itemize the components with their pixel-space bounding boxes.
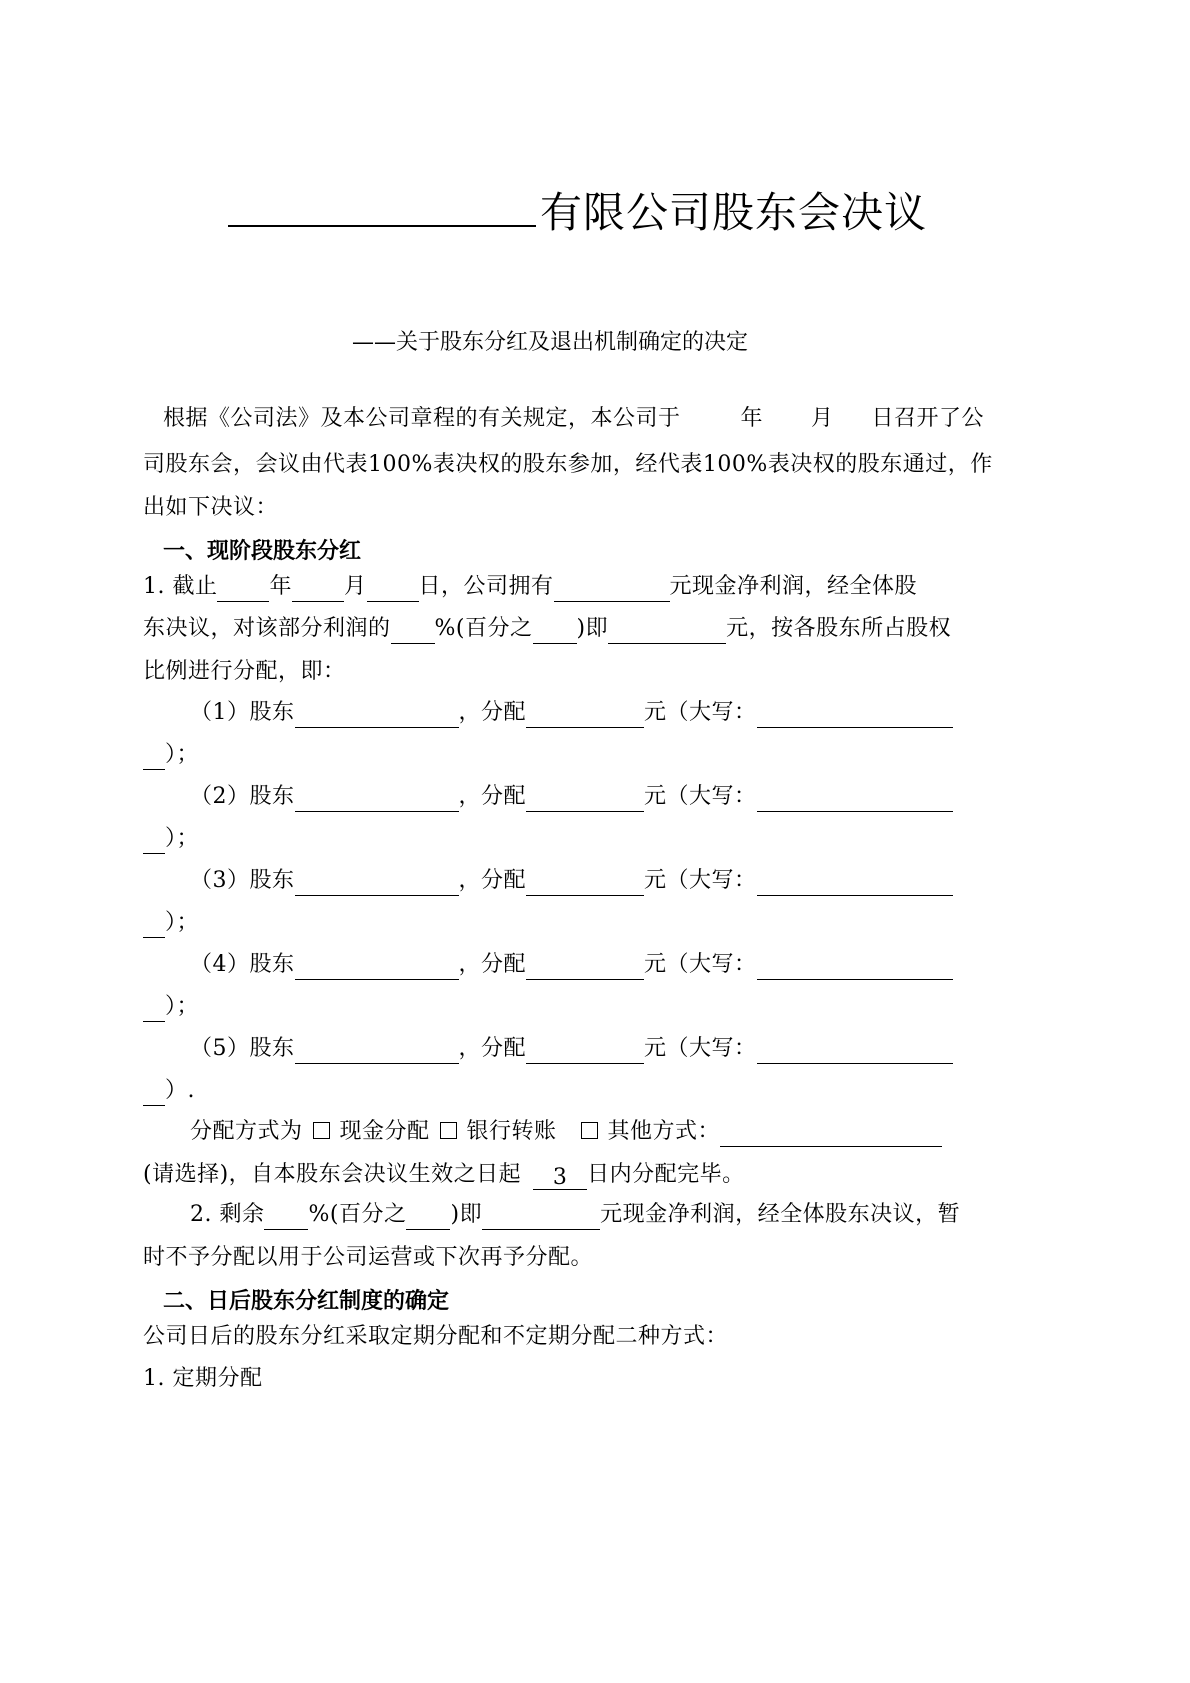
item2-a: 2. 剩余 [190,1202,265,1227]
other-method-checkbox[interactable] [581,1122,598,1139]
remaining-percent-words-blank[interactable] [406,1203,450,1230]
uppercase-amount-blank-cont[interactable] [143,1079,165,1106]
uppercase-amount-blank-cont[interactable] [143,911,165,938]
section-2-heading: 二、日后股东分红制度的确定 [163,1289,450,1314]
item1-l2b: %(百分之 [434,616,533,641]
distribute-amount-blank[interactable] [526,869,644,896]
shareholder-row [190,782,953,812]
company-name-blank[interactable] [228,189,536,227]
item-1-line-3: 比例进行分配，即： [143,659,346,684]
shareholder-row-end [143,824,199,854]
shareholder-label: （1）股东 [190,700,295,725]
cutoff-year-blank[interactable] [217,575,269,602]
item1-l2d: 元，按各股东所占股权 [726,616,952,641]
item1-l2a: 东决议，对该部分利润的 [143,616,391,641]
shareholder-row-end [143,908,199,938]
shareholder-end: ）； [165,742,200,767]
distribute-label: ，分配 [458,952,527,977]
item2-d: 元现金净利润，经全体股东决议，暂 [600,1202,961,1227]
distribute-label: ，分配 [458,700,527,725]
item2-c: )即 [450,1202,483,1227]
intro-line-1 [163,404,984,434]
remaining-percent-blank[interactable] [264,1203,308,1230]
shareholder-label: （2）股东 [190,784,295,809]
method-line2a: (请选择)，自本股东会决议生效之日起 [143,1162,522,1187]
section-2-item-1: 1. 定期分配 [143,1366,263,1391]
distribute-amount-blank[interactable] [526,1037,644,1064]
uppercase-amount-blank-cont[interactable] [143,995,165,1022]
remaining-amount-blank[interactable] [482,1203,600,1230]
item2-b: %(百分之 [308,1202,407,1227]
item1-after: 元现金净利润，经全体股 [669,574,918,599]
shareholder-end: ）. [165,1078,195,1103]
item1-l2c: )即 [576,616,609,641]
shareholder-name-blank[interactable] [295,701,459,728]
uppercase-label: 元（大写： [644,700,757,725]
shareholder-name-blank[interactable] [295,1037,459,1064]
bank-transfer-option-label: 银行转账 [466,1119,557,1144]
section-1-heading: 一、现阶段股东分红 [163,539,362,564]
intro-year: 年 [740,406,764,431]
uppercase-label: 元（大写： [644,1036,757,1061]
item-1-line-1 [143,572,917,602]
shareholder-row-end [143,992,199,1022]
uppercase-label: 元（大写： [644,784,757,809]
intro-line-2: 司股东会，会议由代表100%表决权的股东参加，经代表100%表决权的股东通过，作 [143,452,993,477]
intro-text: 根据《公司法》及本公司章程的有关规定，本公司于 [163,406,681,431]
item-2-line-1 [190,1200,960,1230]
shareholder-end: ）； [165,826,200,851]
method-line2b: 日内分配完毕。 [587,1162,745,1187]
title-text: 有限公司股东会决议 [540,188,928,237]
shareholder-label: （3）股东 [190,868,295,893]
shareholder-name-blank[interactable] [295,869,459,896]
uppercase-amount-blank[interactable] [757,869,953,896]
uppercase-amount-blank-cont[interactable] [143,827,165,854]
document-subtitle: ——关于股东分红及退出机制确定的决定 [352,330,749,355]
shareholder-end: ）； [165,994,200,1019]
document-title [228,180,927,240]
amount-blank[interactable] [608,617,726,644]
distribution-method-line [190,1117,942,1147]
percent-words-blank[interactable] [533,617,577,644]
distribution-days[interactable]: 3 [533,1163,587,1190]
shareholder-label: （4）股东 [190,952,295,977]
item-1-line-2 [143,614,951,644]
method-label: 分配方式为 [190,1119,303,1144]
other-method-blank[interactable] [720,1120,942,1147]
shareholder-end: ）； [165,910,200,935]
shareholder-row-end [143,1076,195,1106]
cutoff-day-blank[interactable] [367,575,419,602]
distribute-amount-blank[interactable] [526,953,644,980]
shareholder-row [190,698,953,728]
shareholder-row [190,950,953,980]
cutoff-month-blank[interactable] [292,575,344,602]
distribute-label: ，分配 [458,868,527,893]
shareholder-row-end [143,740,199,770]
uppercase-amount-blank[interactable] [757,1037,953,1064]
bank-transfer-checkbox[interactable] [440,1122,457,1139]
shareholder-row [190,1034,953,1064]
section-2-intro: 公司日后的股东分红采取定期分配和不定期分配二种方式： [143,1324,729,1349]
uppercase-amount-blank-cont[interactable] [143,743,165,770]
uppercase-amount-blank[interactable] [757,701,953,728]
intro-line-3: 出如下决议： [143,495,279,520]
distribute-label: ，分配 [458,784,527,809]
item1-month: 月 [344,574,367,599]
cash-checkbox[interactable] [313,1122,330,1139]
item1-prefix: 1. 截止 [143,574,218,599]
shareholder-name-blank[interactable] [295,953,459,980]
shareholder-row [190,866,953,896]
intro-day: 日召开了公 [871,406,985,431]
shareholder-label: （5）股东 [190,1036,295,1061]
uppercase-amount-blank[interactable] [757,953,953,980]
distribute-label: ，分配 [458,1036,527,1061]
net-profit-blank[interactable] [554,575,670,602]
uppercase-amount-blank[interactable] [757,785,953,812]
uppercase-label: 元（大写： [644,952,757,977]
distribution-days-line [143,1160,745,1190]
shareholder-name-blank[interactable] [295,785,459,812]
cash-option-label: 现金分配 [339,1119,430,1144]
intro-month: 月 [811,406,834,431]
item1-year: 年 [269,574,292,599]
percent-blank[interactable] [391,617,435,644]
uppercase-label: 元（大写： [644,868,757,893]
distribute-amount-blank[interactable] [526,785,644,812]
other-option-label: 其他方式： [607,1119,721,1144]
item1-day: 日，公司拥有 [418,574,554,599]
item-2-line-2: 时不予分配以用于公司运营或下次再予分配。 [143,1245,594,1270]
distribute-amount-blank[interactable] [526,701,644,728]
